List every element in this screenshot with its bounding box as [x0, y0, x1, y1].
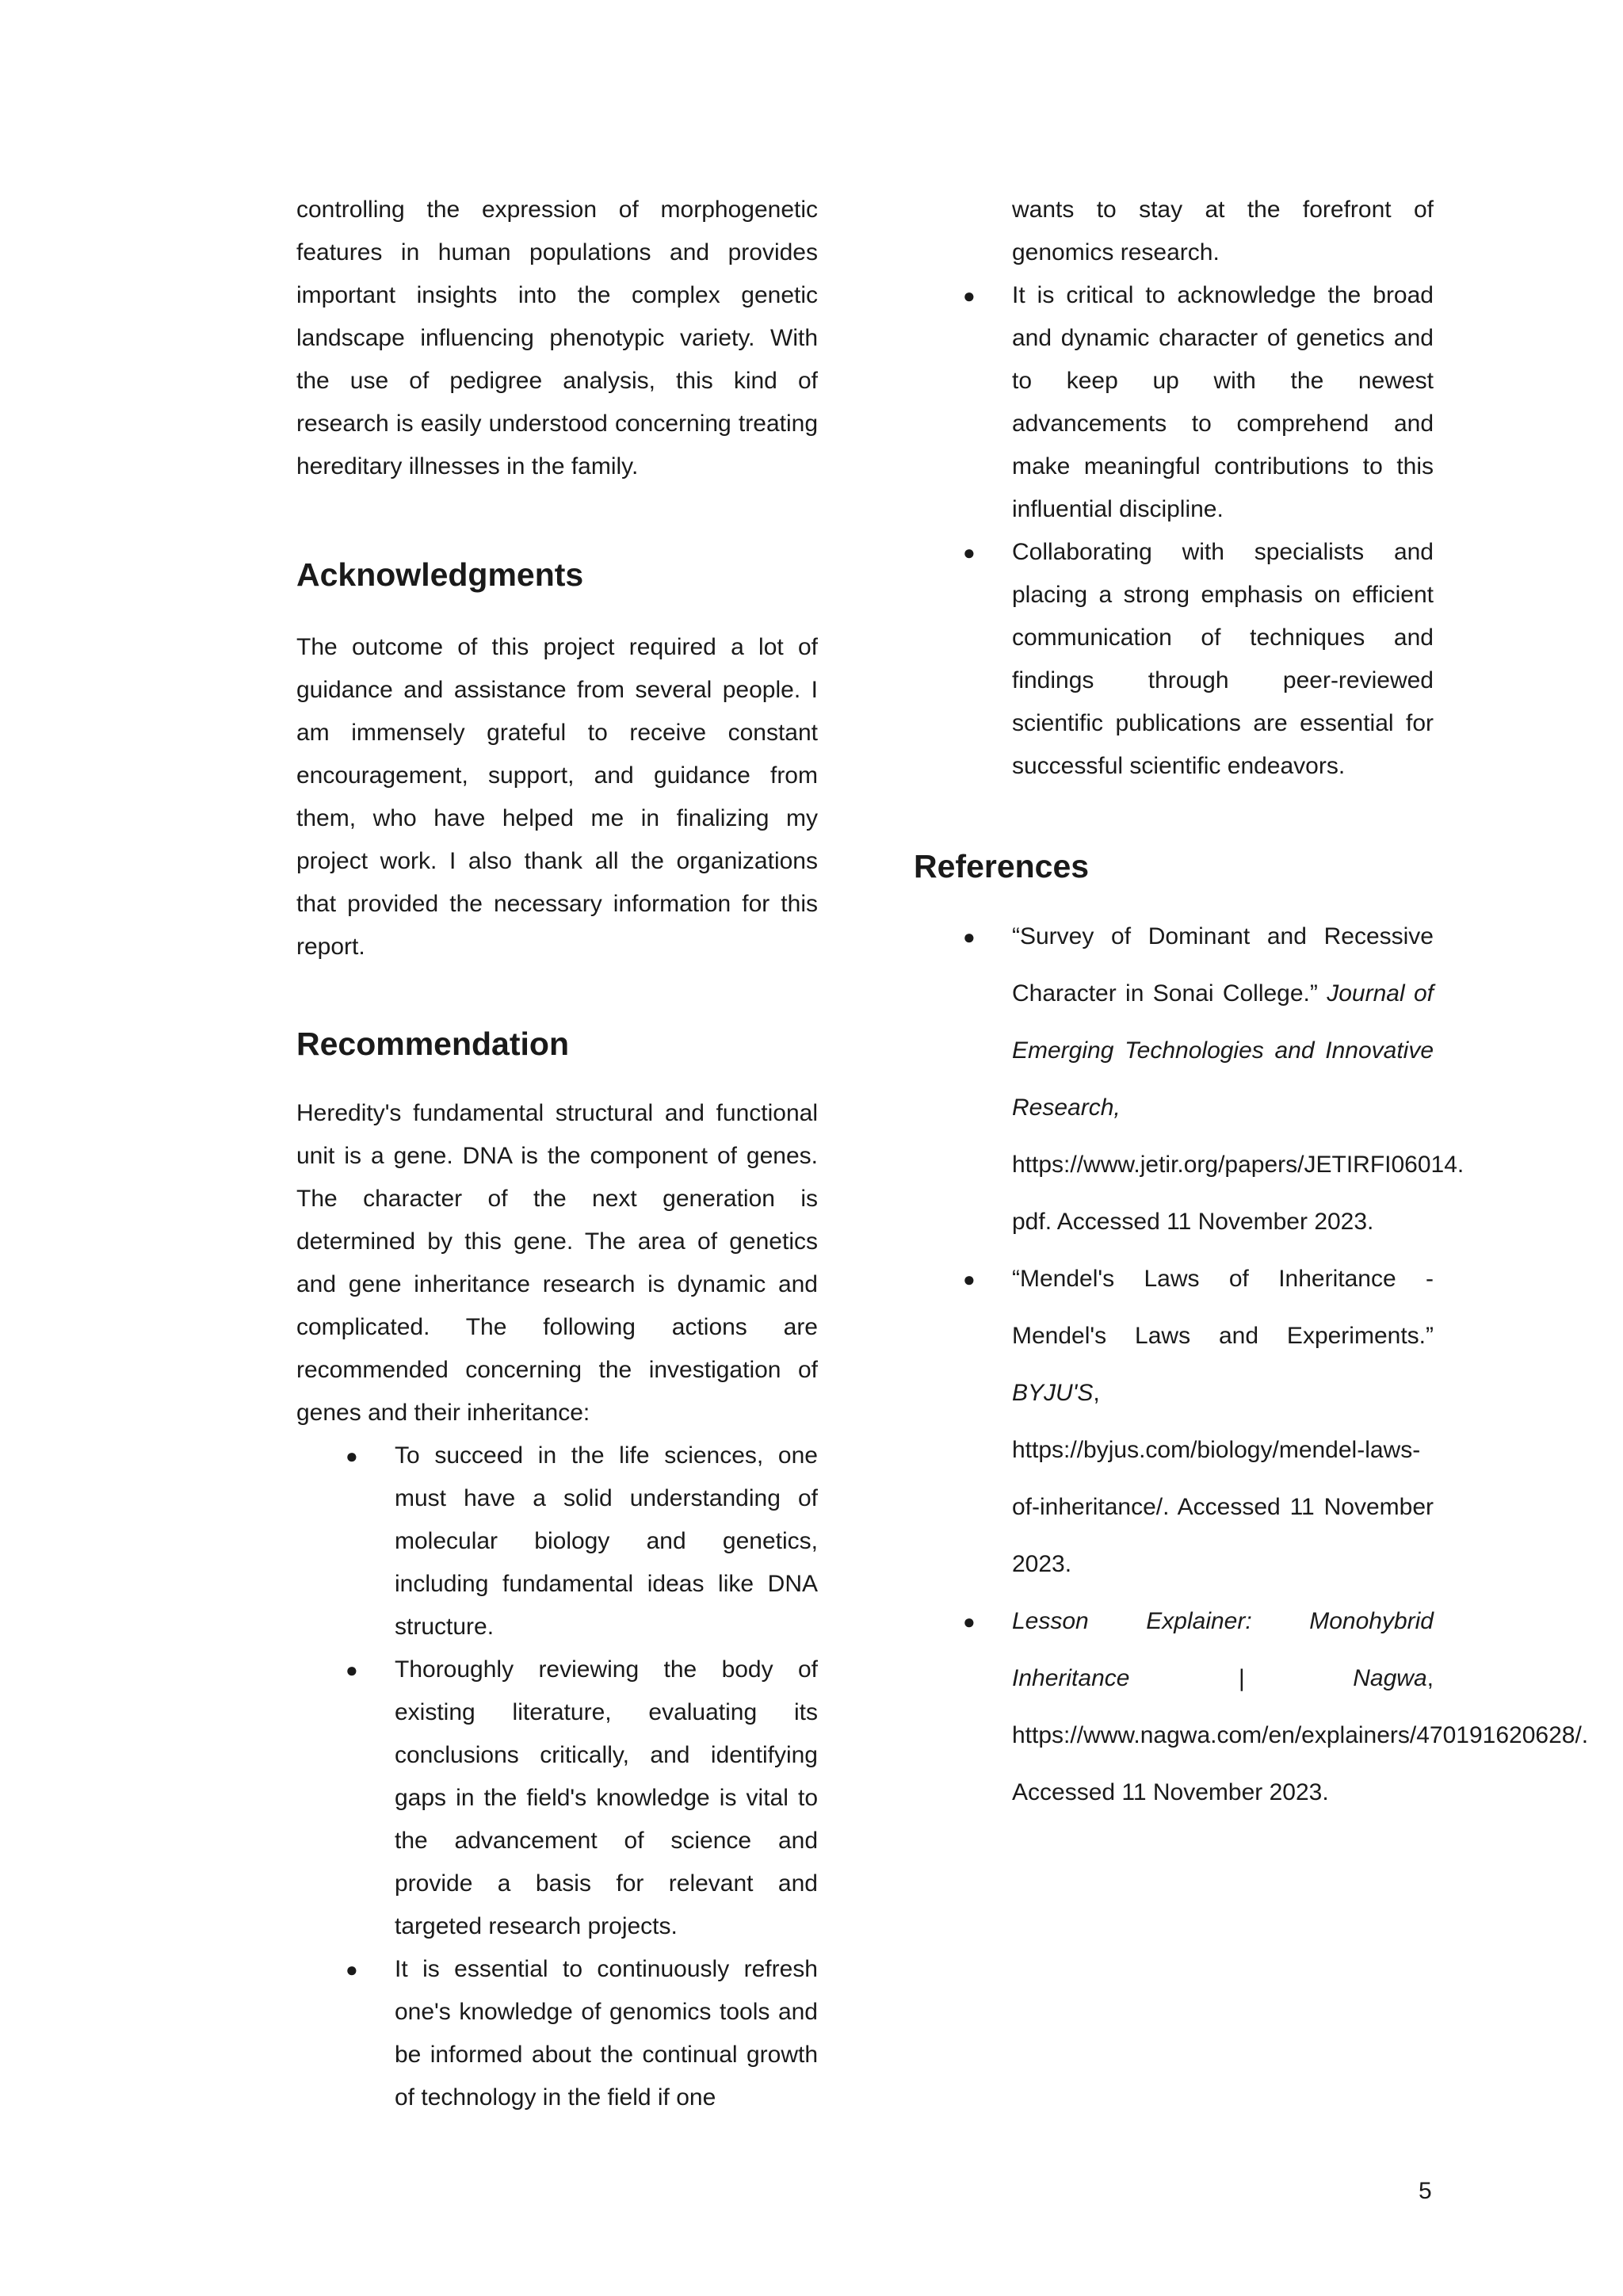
acknowledgments-heading: Acknowledgments: [296, 556, 584, 593]
reference-details: https://www.jetir.org/papers/JETIRFI06014. pdf. Accessed 11 November 2023.: [1012, 1152, 1465, 1235]
recommendation-list-continued: [914, 274, 1434, 788]
reference-source: Journal of Emerging Technologies and Innovative Research,: [1012, 980, 1434, 1121]
list-item: [296, 1435, 818, 1648]
bullet-icon: ●: [963, 541, 976, 564]
reference-item: [914, 1251, 1434, 1593]
left-column: [296, 189, 818, 2119]
list-item: [296, 1648, 818, 1948]
bullet-icon: ●: [963, 284, 976, 308]
bullet-icon: ●: [346, 1958, 358, 1981]
reference-title: “Survey of Dominant and Recessive Character in Sonai College.”: [1012, 923, 1434, 1007]
reference-details: , https://byjus.com/biology/mendel-laws-of-inheritance/. Accessed 11 November 2023.: [1012, 1380, 1434, 1577]
list-item-text: Thoroughly reviewing the body of existing literature, evaluating its conclusions critically, and identifying gaps in the field's knowledge is vital to the advancement of science and provide a basis for relevant and targeted research projects.: [395, 1656, 818, 1939]
bullet-icon: ●: [346, 1444, 358, 1468]
reference-title: “Mendel's Laws of Inheritance - Mendel's Laws and Experiments.”: [1012, 1266, 1434, 1349]
reference-item: [914, 908, 1465, 1251]
list-item-text: To succeed in the life sciences, one must have a solid understanding of molecular biology and genetics, including fundamental ideas like DNA structure.: [395, 1442, 818, 1640]
list-item-text: It is critical to acknowledge the broad and dynamic character of genetics and to keep up with the newest advancements to comprehend and make meaningful contributions to this influential discipline.: [1012, 282, 1434, 522]
list-item: [296, 1948, 818, 2119]
reference-source: Lesson Explainer: Monohybrid Inheritance | Nagwa: [1012, 1608, 1434, 1691]
page-number: 5: [1419, 2178, 1432, 2204]
reference-item: [914, 1593, 1589, 1821]
recommendation-paragraph: Heredity's fundamental structural and functional unit is a gene. DNA is the component of genes. The character of the next generation is determined by this gene. The area of genetics and gene inheritance research is dynamic and complicated. The following actions are recommended concerning the investigation of genes and their inheritance:: [296, 1100, 818, 1426]
references-heading: References: [914, 848, 1090, 884]
bullet-icon: ●: [963, 1267, 976, 1291]
reference-source: BYJU'S: [1012, 1380, 1094, 1406]
bullet-icon: ●: [346, 1658, 358, 1682]
right-column: [914, 189, 1589, 1821]
list-item-text: It is essential to continuously refresh one's knowledge of genomics tools and be informed about the continual growth of technology in the field if one: [395, 1956, 818, 2111]
list-item: [914, 274, 1434, 531]
bullet-icon: ●: [963, 1610, 976, 1633]
acknowledgments-paragraph: The outcome of this project required a lot of guidance and assistance from several people. I am immensely grateful to receive constant encouragement, support, and guidance from them, who have helped me in finalizing my project work. I also thank all the organizations that provided the necessary information for this report.: [296, 634, 818, 960]
continued-list-text: wants to stay at the forefront of genomics research.: [1012, 197, 1434, 266]
recommendation-heading: Recommendation: [296, 1026, 569, 1062]
intro-paragraph: controlling the expression of morphogenetic features in human populations and provides important insights into the complex genetic landscape influencing phenotypic variety. With the use of pedigree analysis, this kind of research is easily understood concerning treating hereditary illnesses in the family.: [296, 197, 818, 479]
bullet-icon: ●: [963, 925, 976, 949]
list-item-text: Collaborating with specialists and placing a strong emphasis on efficient communication of techniques and findings through peer-reviewed scientific publications are essential for successful scientific endeavors.: [1012, 539, 1434, 779]
recommendation-list: [296, 1435, 818, 2119]
reference-details: , https://www.nagwa.com/en/explainers/470191620628/. Accessed 11 November 2023.: [1012, 1665, 1589, 1805]
list-item: [914, 531, 1434, 788]
references-list: [914, 908, 1589, 1821]
